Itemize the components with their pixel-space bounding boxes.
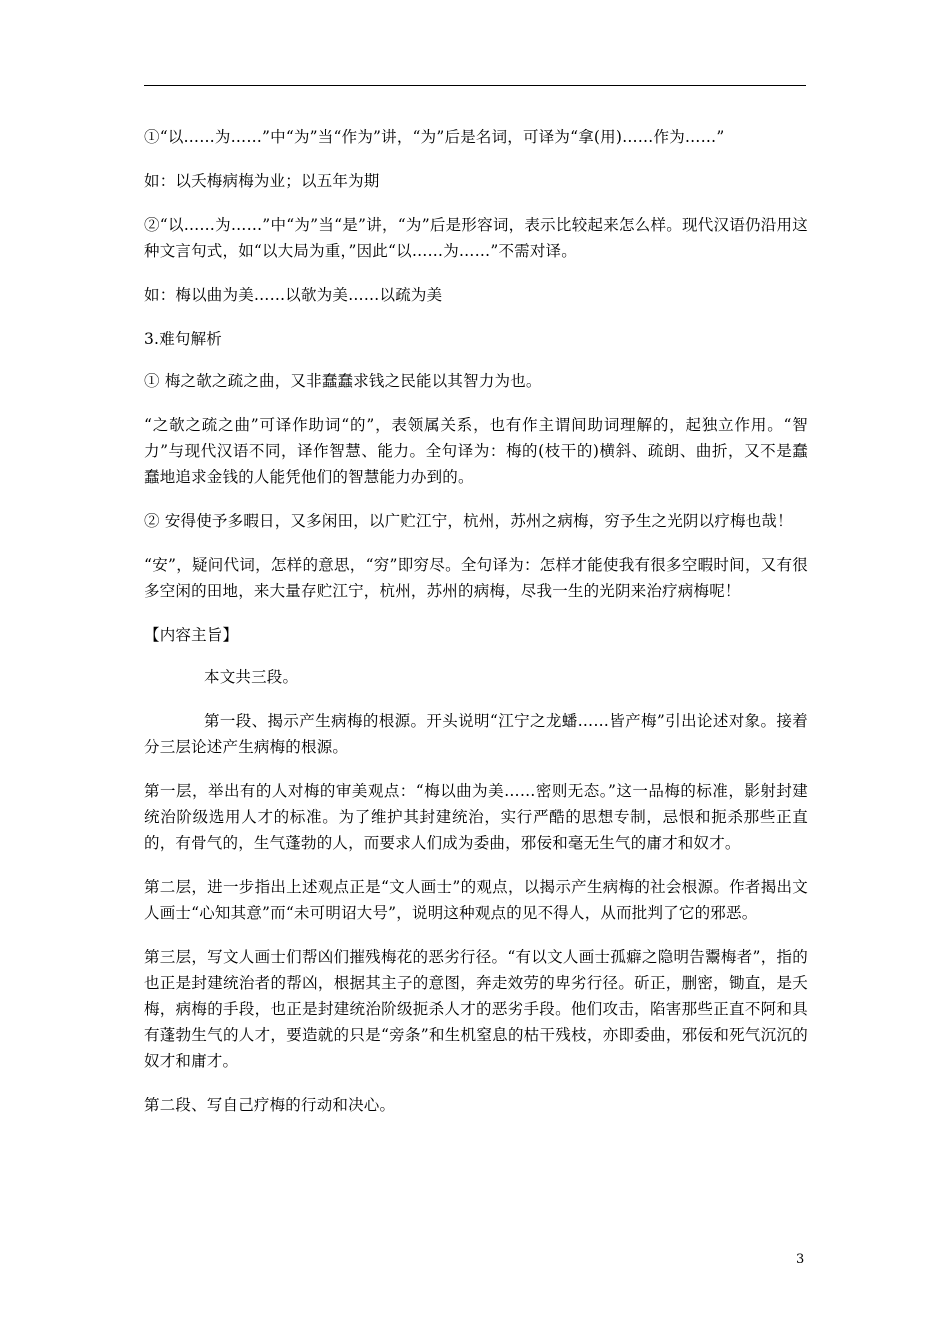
header-rule	[144, 85, 806, 86]
paragraph-three-sections: 本文共三段。	[204, 668, 299, 686]
section-heading-difficult-sentences: 3.难句解析	[144, 330, 222, 348]
paragraph-yiwei-usage-2: ②“以……为……”中“为”当“是”讲，“为”后是形容词，表示比较起来怎么样。现代汉语仍沿用这种文言句式，如“以大局为重，”因此“以……为……”不需对译。	[144, 216, 808, 260]
paragraph-yiwei-usage-1: ①“以……为……”中“为”当“作为”讲，“为”后是名词，可译为“拿(用)……作为……”	[144, 128, 725, 146]
paragraph-example-1: 如：以夭梅病梅为业；以五年为期	[144, 172, 380, 190]
paragraph-section-two: 第二段、写自己疗梅的行动和决心。	[144, 1096, 396, 1114]
paragraph-layer-two: 第二层，进一步指出上述观点正是“文人画士”的观点，以揭示产生病梅的社会根源。作者揭出文人画士“心知其意”而“未可明诏大号”，说明这种观点的见不得人，从而批判了它的邪恶。	[144, 878, 808, 922]
paragraph-sentence-1-analysis: “之欹之疏之曲”可译作助词“的”，表领属关系，也有作主谓间助词理解的，起独立作用。“智力”与现代汉语不同，译作智慧、能力。全句译为：梅的(枝干的)横斜、疏朗、曲折，又不是蠢蠢地追求金钱的人能凭他们的智慧能力办到的。	[144, 416, 808, 486]
paragraph-sentence-2: ② 安得使予多暇日，又多闲田，以广贮江宁，杭州，苏州之病梅，穷予生之光阴以疗梅也哉！	[144, 512, 793, 530]
paragraph-layer-three: 第三层，写文人画士们帮凶们摧残梅花的恶劣行径。“有以文人画士孤癖之隐明告鬻梅者”，指的也正是封建统治者的帮凶，根据其主子的意图，奔走效劳的卑劣行径。斫正，删密，锄直，是夭梅，病梅的手段，也正是封建统治阶级扼杀人才的恶劣手段。他们攻击，陷害那些正直不阿和具有蓬勃生气的人才，要造就的只是“旁条”和生机窒息的枯干残枝，亦即委曲，邪佞和死气沉沉的奴才和庸才。	[144, 948, 808, 1070]
paragraph-example-2: 如：梅以曲为美……以欹为美……以疏为美	[144, 286, 443, 304]
section-heading-main-idea: 【内容主旨】	[144, 626, 239, 644]
paragraph-sentence-2-analysis: “安”，疑问代词，怎样的意思，“穷”即穷尽。全句译为：怎样才能使我有很多空暇时间，又有很多空闲的田地，来大量存贮江宁，杭州，苏州的病梅，尽我一生的光阴来治疗病梅呢！	[144, 556, 808, 600]
document-body	[144, 124, 808, 1136]
paragraph-section-one: 第一段、揭示产生病梅的根源。开头说明“江宁之龙蟠……皆产梅”引出论述对象。接着分三层论述产生病梅的根源。	[144, 712, 808, 756]
paragraph-sentence-1: ① 梅之欹之疏之曲，又非蠢蠢求钱之民能以其智力为也。	[144, 372, 542, 390]
paragraph-layer-one: 第一层，举出有的人对梅的审美观点：“梅以曲为美……密则无态。”这一品梅的标准，影射封建统治阶级选用人才的标准。为了维护其封建统治，实行严酷的思想专制，忌恨和扼杀那些正直的，有骨气的，生气蓬勃的人，而要求人们成为委曲，邪佞和毫无生气的庸才和奴才。	[144, 782, 808, 852]
page-number: 3	[796, 1252, 805, 1267]
